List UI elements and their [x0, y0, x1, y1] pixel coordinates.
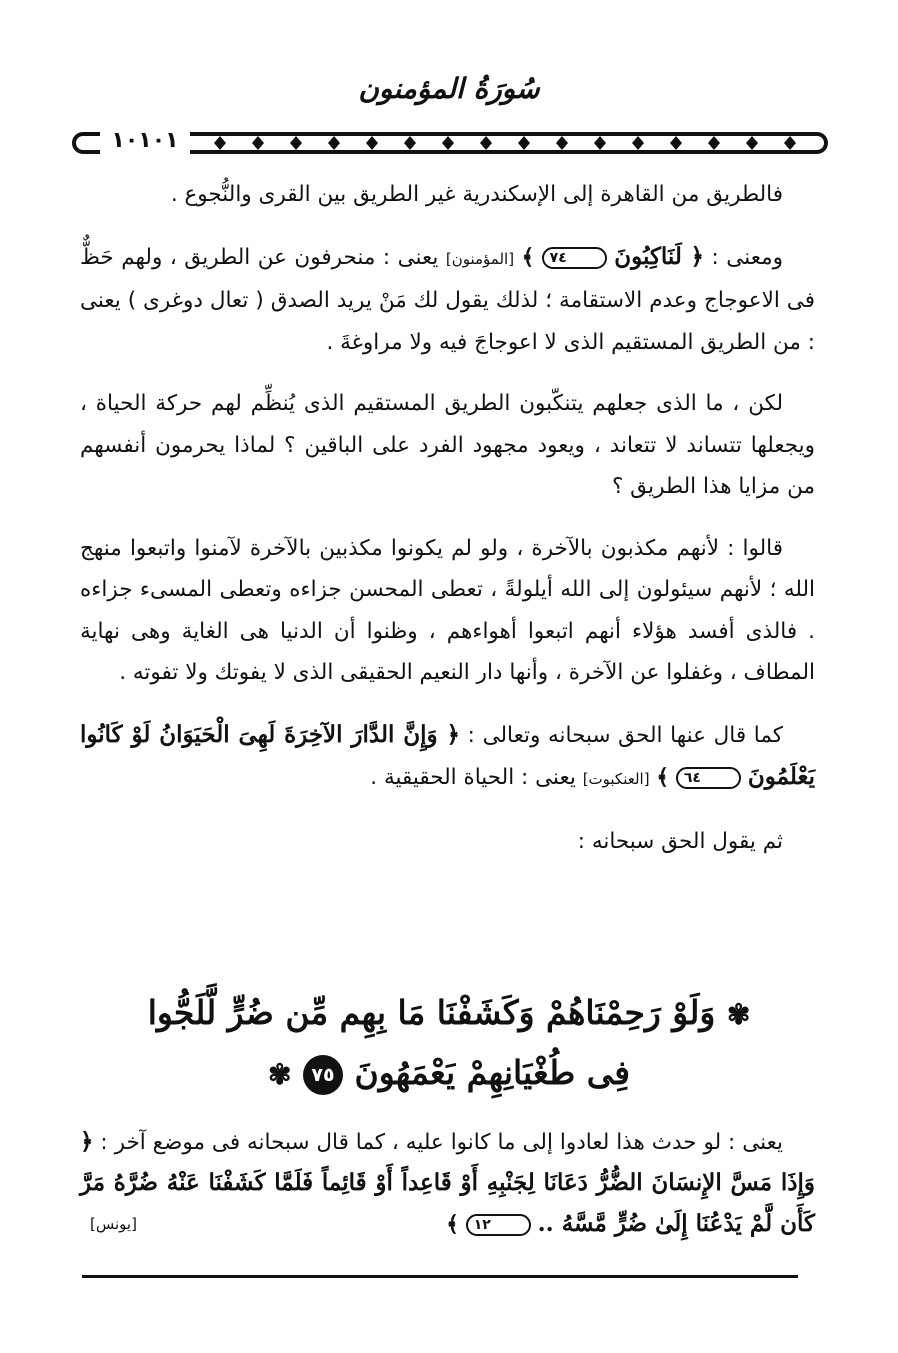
surah-reference: [المؤمنون] [445, 249, 515, 268]
paragraph-text: يعنى : لو حدث هذا لعادوا إلى ما كانوا عليه ، كما قال سبحانه فى موضع آخر : [93, 1130, 783, 1155]
footer-rule [82, 1275, 798, 1278]
main-text [80, 174, 815, 882]
verse-line [90, 1044, 808, 1104]
paragraph: ثم يقول الحق سبحانه : [577, 828, 783, 854]
surah-reference: [يونس] [90, 1215, 137, 1233]
verse-number: ٧٥ [303, 1055, 343, 1095]
ornament-diamond [252, 136, 264, 150]
ornament-diamond [784, 136, 796, 150]
quran-quote: ﴿ وَإِنَّ الدَّارَ الآخِرَةَ لَهِىَ الْحَيَوَانُ لَوْ كَانُوا يَعْلَمُونَ [80, 720, 815, 790]
ornament-diamond [746, 136, 758, 150]
paragraph [80, 1122, 815, 1245]
ornament-diamond [632, 136, 644, 150]
flower-ornament-icon: ✾ [268, 1058, 292, 1091]
ornament-diamond [670, 136, 682, 150]
flower-ornament-icon: ✾ [726, 998, 751, 1031]
verse-line [90, 984, 808, 1044]
paragraph-text: كما قال عنها الحق سبحانه وتعالى : [459, 722, 783, 748]
ornament-diamond [518, 136, 530, 150]
ayah-number: ٧٤ [542, 247, 607, 269]
paragraph: لكن ، ما الذى جعلهم يتنكّبون الطريق المستقيم الذى يُنظِّم لهم حركة الحياة ، ويجعلها تتساند لا تتعاند ، ويعود مجهود الفرد على الباقين ؟ لماذا يحرمون أنفسهم من مزايا هذا الطريق ؟ [80, 391, 815, 499]
paragraph: قالوا : لأنهم مكذبون بالآخرة ، ولو لم يكونوا مكذبين بالآخرة لآمنوا واتبعوا منهج الله ؛ لأنهم سيئولون إلى الله أيلولةً ، تعطى المحسن جزاءه وتعطى المسىء جزاءه . فالذى أفسد هؤلاء أنهم اتبعوا أهواءهم ، وظنوا أن الدنيا هى الغاية وهى نهاية المطاف ، وغفلوا عن الآخرة ، وأنها دار النعيم الحقيقى الذى لا يفوتك ولا تفوته . [80, 535, 815, 685]
surah-title: سُورَةُ المؤمنون [358, 72, 540, 105]
quote-close-brace: ﴾ [656, 765, 670, 790]
ayah-number: ٦٤ [676, 767, 741, 789]
verse-text: فِى طُغْيَانِهِمْ يَعْمَهُونَ [354, 1053, 630, 1092]
quran-quote: ﴿ لَنَاكِبُونَ [614, 242, 705, 270]
ornament-diamond [480, 136, 492, 150]
ornament-diamond [404, 136, 416, 150]
quote-close-brace: ﴾ [521, 244, 535, 270]
ayah-number: ١٢ [466, 1214, 531, 1236]
ornament-diamond [328, 136, 340, 150]
ornament-diamond [708, 136, 720, 150]
paragraph-text: يعنى : الحياة الحقيقية . [370, 765, 576, 790]
ornament-diamond [556, 136, 568, 150]
paragraph-text: ومعنى : [704, 244, 783, 270]
ornament-diamond [366, 136, 378, 150]
quran-quote: ﴿ وَإِذَا مَسَّ الإِنسَانَ الضُّرُّ دَعَانَا لِجَنْبِهِ أَوْ قَاعِداً أَوْ قَائِماً فَلَمَّا كَشَفْنَا عَنْهُ ضُرَّهُ مَرَّ كَأَن لَّمْ يَدْعُنَا إِلَىٰ ضُرٍّ مَّسَّهُ .. [80, 1128, 815, 1237]
commentary [80, 1122, 815, 1245]
ornament-diamond [214, 136, 226, 150]
page-number: ١٠١٠١ [100, 126, 190, 156]
quote-close-brace: ﴾ [446, 1212, 459, 1237]
paragraph [80, 714, 815, 801]
ornament-diamond [290, 136, 302, 150]
ornament-diamond [594, 136, 606, 150]
surah-reference: [العنكبوت] [582, 770, 650, 788]
quran-verse-block [90, 984, 808, 1104]
paragraph: فالطريق من القاهرة إلى الإسكندرية غير الطريق بين القرى والنُّجوع . [170, 182, 783, 207]
verse-text: وَلَوْ رَحِمْنَاهُمْ وَكَشَفْنَا مَا بِهِم مِّن ضُرٍّ لَّلَجُّوا [147, 993, 716, 1032]
ornament-diamond [442, 136, 454, 150]
paragraph [80, 236, 815, 364]
paragraph-text: يعنى : منحرفون عن الطريق ، ولهم حَظٌّ فى الاعوجاج وعدم الاستقامة ؛ لذلك يقول لك مَنْ يريد الصدق ( تعال دوغرى ) يعنى : من الطريق المستقيم الذى لا اعوجاجَ فيه ولا مراوغةَ . [80, 244, 815, 355]
